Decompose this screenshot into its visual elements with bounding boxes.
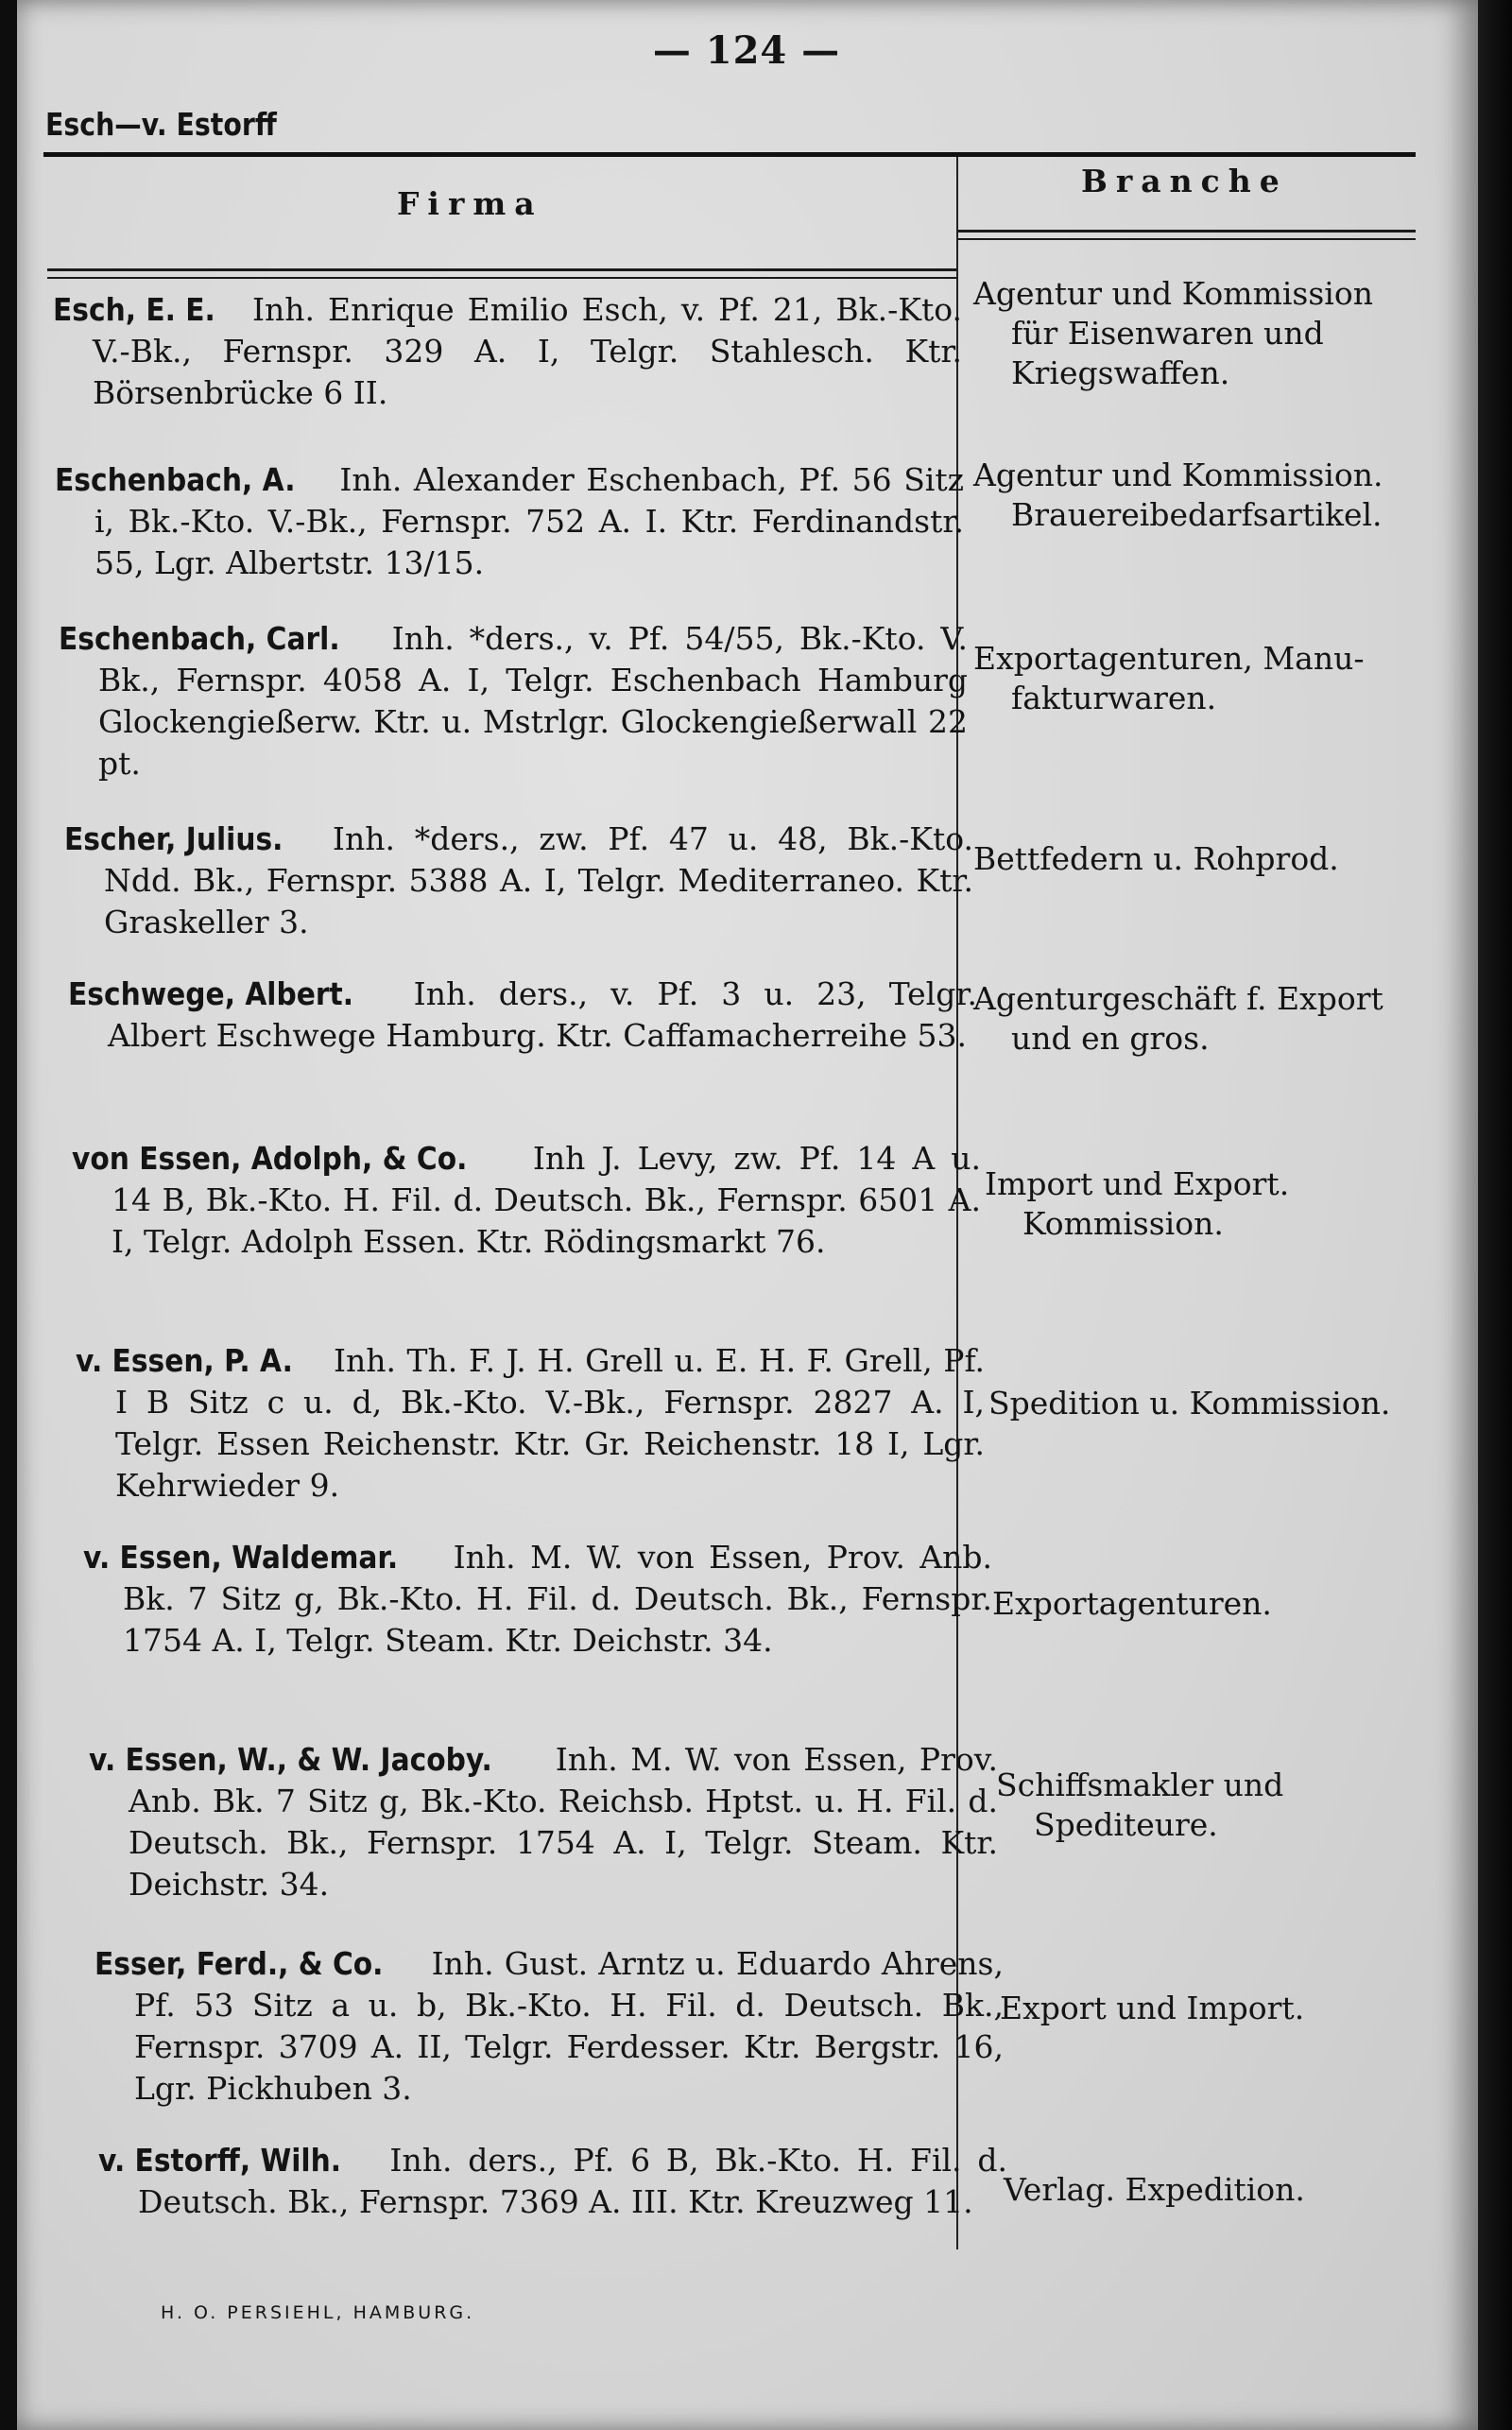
firm-text	[72, 1138, 981, 1263]
branche-cell	[973, 274, 1446, 393]
column-header-branche: Branche	[1081, 163, 1288, 199]
firma-rule	[47, 277, 958, 279]
branche-rule	[958, 230, 1416, 233]
branche-cell	[973, 839, 1446, 879]
branche-line: Agentur und Kommission	[973, 275, 1373, 312]
firm-name: Eschwege, Albert.	[68, 975, 354, 1012]
firm-details: Inh. ders., v. Pf. 3 u. 23, Telgr. Albert Eschwege Hamburg. Ktr. Caffamacherreihe 53.	[108, 975, 977, 1054]
firm-details: Inh. *ders., v. Pf. 54/55, Bk.-Kto. V. Bk., Fernspr. 4058 A. I, Telgr. Eschenbach Hamburg Glockengießerw. Ktr. u. Mstrlgr. Glockengießerwall 22 pt.	[98, 620, 968, 782]
firm-name: Esch, E. E.	[53, 291, 215, 328]
firm-text	[83, 1537, 992, 1662]
firm-details: Inh. Th. F. J. H. Grell u. E. H. F. Grell, Pf. I B Sitz c u. d, Bk.-Kto. V.-Bk., Fernspr. 2827 A. I, Telgr. Essen Reichenstr. Ktr. Gr. Reichenstr. 18 I, Lgr. Kehrwieder 9.	[115, 1342, 985, 1504]
firm-text	[55, 459, 964, 584]
directory-entry	[76, 1340, 985, 1507]
firm-name: v. Essen, P. A.	[76, 1342, 293, 1379]
firm-text	[64, 819, 973, 943]
branche-line: Exportagenturen, Manu-	[973, 640, 1365, 677]
printer-imprint: H. O. PERSIEHL, HAMBURG.	[161, 2302, 475, 2323]
directory-entry	[53, 289, 962, 414]
branche-line: Verlag. Expedition.	[1004, 2171, 1305, 2208]
firm-details: Inh. Alexander Eschenbach, Pf. 56 Sitz i, Bk.-Kto. V.-Bk., Fernspr. 752 A. I. Ktr. Ferdinandstr. 55, Lgr. Albertstr. 13/15.	[94, 461, 964, 581]
firm-text	[94, 1943, 1004, 2110]
branche-line: Export und Import.	[1000, 1990, 1305, 2026]
branche-cell	[992, 1584, 1465, 1624]
firm-text	[89, 1739, 998, 1905]
branche-line: Agentur und Kommission.	[973, 457, 1383, 493]
firm-details: Inh. ders., Pf. 6 B, Bk.-Kto. H. Fil. d. Deutsch. Bk., Fernspr. 7369 A. III. Ktr. Kreuzweg 11.	[138, 2142, 1008, 2220]
branche-line: fakturwaren.	[1011, 680, 1217, 716]
firm-text	[68, 974, 977, 1057]
firm-name: v. Essen, Waldemar.	[83, 1539, 399, 1576]
branche-cell	[973, 639, 1446, 718]
header-rule	[43, 152, 1416, 157]
firm-details: Inh. *ders., zw. Pf. 47 u. 48, Bk.-Kto. Ndd. Bk., Fernspr. 5388 A. I, Telgr. Mediterraneo. Ktr. Graskeller 3.	[104, 820, 973, 940]
firm-name: v. Estorff, Wilh.	[98, 2142, 342, 2179]
directory-entry	[64, 819, 973, 943]
firm-details: Inh J. Levy, zw. Pf. 14 A u. 14 B, Bk.-Kto. H. Fil. d. Deutsch. Bk., Fernspr. 6501 A. I, Telgr. Adolph Essen. Ktr. Rödingsmarkt 76.	[112, 1140, 981, 1260]
firm-name: Escher, Julius.	[64, 820, 284, 857]
firm-name: Esser, Ferd., & Co.	[94, 1945, 384, 1982]
directory-entry	[72, 1138, 981, 1263]
firm-text	[59, 618, 968, 784]
directory-entry	[83, 1537, 992, 1662]
firm-details: Inh. M. W. von Essen, Prov. Anb. Bk. 7 Sitz g, Bk.-Kto. H. Fil. d. Deutsch. Bk., Fernspr. 1754 A. I, Telgr. Steam. Ktr. Deichstr. 34.	[123, 1539, 992, 1659]
firm-text	[98, 2140, 1007, 2223]
firma-rule	[47, 268, 958, 271]
branche-line: Exportagenturen.	[992, 1585, 1272, 1622]
firm-details: Inh. M. W. von Essen, Prov. Anb. Bk. 7 Sitz g, Bk.-Kto. Reichsb. Hptst. u. H. Fil. d. Deutsch. Bk., Fernspr. 1754 A. I, Telgr. Steam. Ktr. Deichstr. 34.	[129, 1741, 998, 1903]
directory-entry	[94, 1943, 1004, 2110]
branche-line: Kriegswaffen.	[1011, 354, 1230, 391]
branche-line: Agenturgeschäft f. Export	[973, 980, 1383, 1017]
branche-line: Bettfedern u. Rohprod.	[973, 840, 1339, 877]
branche-cell	[988, 1384, 1461, 1423]
directory-entry	[68, 974, 977, 1057]
branche-cell	[973, 456, 1446, 535]
firm-name: v. Essen, W., & W. Jacoby.	[89, 1741, 492, 1778]
branche-line: Kommission.	[1022, 1205, 1224, 1242]
branche-cell	[985, 1164, 1457, 1244]
branche-cell	[973, 979, 1446, 1059]
branche-line: und en gros.	[1011, 1020, 1210, 1057]
firm-text	[76, 1340, 985, 1507]
branche-line: Import und Export.	[985, 1165, 1290, 1202]
column-header-firma: Firma	[397, 185, 543, 222]
branche-cell	[996, 1766, 1469, 1845]
firm-text	[53, 289, 962, 414]
branche-cell	[1000, 1989, 1472, 2028]
branche-line: für Eisenwaren und	[1011, 315, 1324, 352]
running-head: Esch—v. Estorff	[45, 106, 277, 143]
directory-entry	[55, 459, 964, 584]
page-number: — 124 —	[652, 28, 841, 73]
firm-details: Inh. Enrique Emilio Esch, v. Pf. 21, Bk.-Kto. V.-Bk., Fernspr. 329 A. I, Telgr. Stahlesch. Ktr. Börsenbrücke 6 II.	[93, 291, 962, 411]
branche-line: Spediteure.	[1034, 1806, 1218, 1843]
firm-name: von Essen, Adolph, & Co.	[72, 1140, 468, 1177]
page-edge-shadow	[1478, 0, 1512, 2430]
branche-line: Spedition u. Kommission.	[988, 1385, 1391, 1422]
branche-line: Brauereibedarfsartikel.	[1011, 496, 1383, 533]
firm-name: Eschenbach, Carl.	[59, 620, 340, 657]
directory-entry	[98, 2140, 1007, 2223]
directory-entry	[89, 1739, 998, 1905]
firm-details: Inh. Gust. Arntz u. Eduardo Ahrens, Pf. 53 Sitz a u. b, Bk.-Kto. H. Fil. d. Deutsch. Bk., Fernspr. 3709 A. II, Telgr. Ferdesser. Ktr. Bergstr. 16, Lgr. Pickhuben 3.	[134, 1945, 1004, 2107]
branche-cell	[1004, 2170, 1476, 2210]
branche-rule	[958, 238, 1416, 240]
firm-name: Eschenbach, A.	[55, 461, 296, 498]
directory-entry	[59, 618, 968, 784]
branche-line: Schiffsmakler und	[996, 1766, 1284, 1803]
